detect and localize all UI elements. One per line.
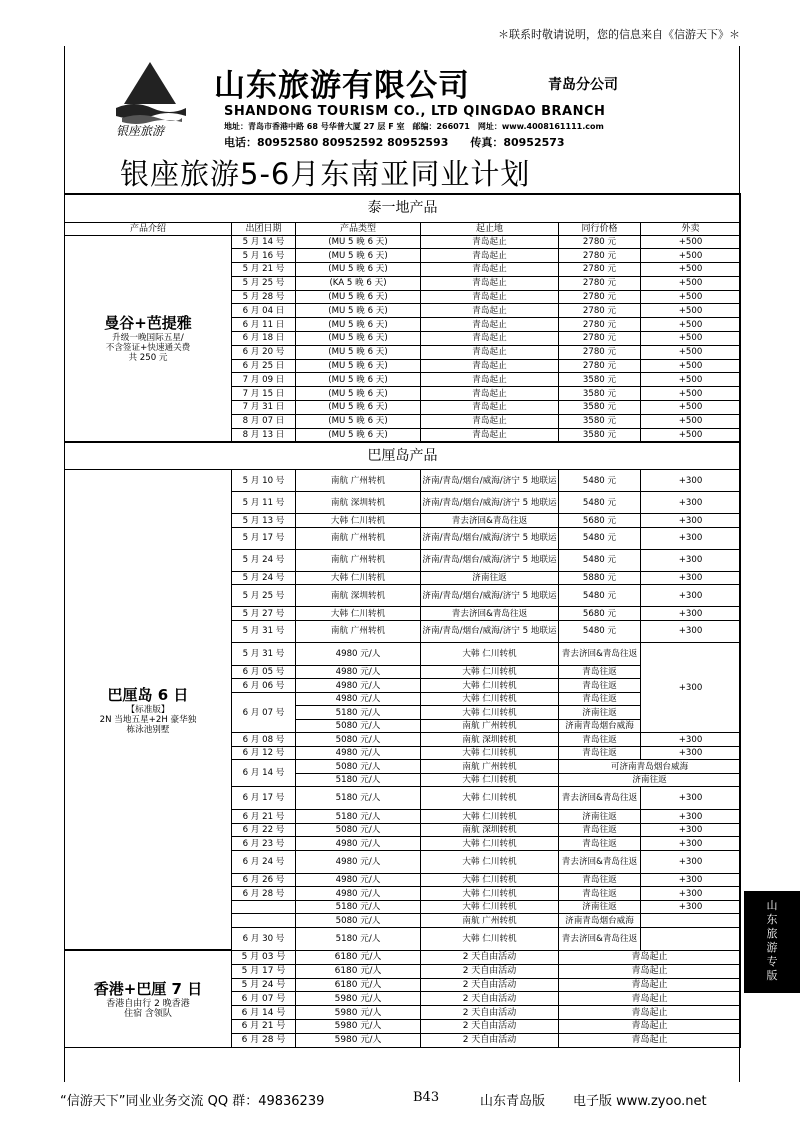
table-cell: 6 月 21 号: [232, 1019, 296, 1033]
table-cell: 青岛起止: [559, 978, 741, 992]
section-title-row: [65, 442, 741, 470]
table-cell: +300: [641, 823, 741, 837]
table-row: [65, 470, 741, 492]
table-cell: 大韩 仁川转机: [421, 642, 559, 665]
table-cell: (KA 5 晚 6 天): [296, 276, 421, 290]
company-branch: 青岛分公司: [548, 77, 618, 93]
table-cell: 济南往返: [559, 706, 641, 720]
table-cell: 6 月 21 号: [232, 810, 296, 824]
table-cell: 青岛起止: [421, 414, 559, 428]
table-cell: +300: [641, 787, 741, 810]
table-cell: +500: [641, 249, 741, 263]
table-cell: 2780 元: [559, 345, 641, 359]
table-cell: 5080 元/人: [296, 823, 421, 837]
table-cell: 6 月 08 号: [232, 733, 296, 747]
table-cell: 青去济回&青岛往返: [559, 850, 641, 873]
table-cell: 6 月 05 号: [232, 665, 296, 679]
table-cell: 2780 元: [559, 290, 641, 304]
table-cell: 大韩 仁川转机: [296, 514, 421, 528]
table-cell: 青岛起止: [559, 1033, 741, 1047]
table-cell: 6 月 24 号: [232, 850, 296, 873]
table-cell: 5 月 14 号: [232, 235, 296, 249]
table-cell: 5480 元: [559, 549, 641, 571]
page-title: 银座旅游5-6月东南亚同业计划: [120, 157, 531, 191]
column-header: 外卖: [641, 222, 741, 235]
side-tab-char: 版: [766, 969, 778, 982]
table-cell: 南航 深圳转机: [296, 585, 421, 607]
table-cell: +500: [641, 414, 741, 428]
table-cell: 青岛起止: [421, 401, 559, 415]
table-cell: (MU 5 晚 6 天): [296, 359, 421, 373]
table-cell: 大韩 仁川转机: [421, 746, 559, 760]
table-cell: 大韩 仁川转机: [421, 810, 559, 824]
table-cell: (MU 5 晚 6 天): [296, 401, 421, 415]
table-cell: +300: [641, 873, 741, 887]
table-cell: 南航 深圳转机: [421, 733, 559, 747]
table-cell: 5480 元: [559, 585, 641, 607]
table-cell: +300: [641, 810, 741, 824]
section-title: 巴厘岛产品: [65, 442, 741, 470]
product-intro: [65, 470, 232, 951]
table-cell: 青岛起止: [421, 373, 559, 387]
table-cell: 青岛往返: [559, 823, 641, 837]
table-cell: 4980 元/人: [296, 873, 421, 887]
table-cell: 2780 元: [559, 332, 641, 346]
table-cell: 6 月 28 号: [232, 1033, 296, 1047]
side-tab: [744, 891, 800, 993]
table-cell: 青岛起止: [559, 992, 741, 1006]
table-cell: 5980 元/人: [296, 1006, 421, 1020]
table-cell: 5980 元/人: [296, 1019, 421, 1033]
header-row: [65, 222, 741, 235]
table-cell: 青岛往返: [559, 873, 641, 887]
footer-page: B43: [413, 1090, 440, 1105]
table-cell: 4980 元/人: [296, 692, 421, 706]
table-cell: 大韩 仁川转机: [296, 607, 421, 621]
table-cell: (MU 5 晚 6 天): [296, 373, 421, 387]
table-cell: 可济南青岛烟台威海: [559, 760, 741, 774]
table-cell: 大韩 仁川转机: [421, 927, 559, 950]
table-cell: 4980 元/人: [296, 837, 421, 851]
table-cell: 大韩 仁川转机: [421, 665, 559, 679]
table-cell: 青去济回&青岛往返: [559, 787, 641, 810]
table-cell: 6 月 04 日: [232, 304, 296, 318]
table-cell: 2780 元: [559, 249, 641, 263]
side-tab-char: 山: [766, 899, 778, 912]
table-cell: 5 月 24 号: [232, 571, 296, 585]
product-desc: 升级一晚国际五星/: [112, 333, 184, 344]
table-cell: 济南/青岛/烟台/威海/济宁 5 地联运: [421, 585, 559, 607]
table-cell: 济南往返: [559, 773, 741, 787]
table-cell: 大韩 仁川转机: [421, 900, 559, 914]
table-cell: 6 月 18 日: [232, 332, 296, 346]
table-cell: 2 天自由活动: [421, 992, 559, 1006]
table-row: [65, 235, 741, 249]
table-cell: +500: [641, 401, 741, 415]
table-cell: 5 月 31 号: [232, 620, 296, 642]
table-cell: 2780 元: [559, 359, 641, 373]
table-cell: 4980 元/人: [296, 850, 421, 873]
table-cell: 青去济回&青岛往返: [421, 514, 559, 528]
table-cell: 5680 元: [559, 514, 641, 528]
table-cell: 5880 元: [559, 571, 641, 585]
table-cell: 5 月 28 号: [232, 290, 296, 304]
table-cell: 南航 广州转机: [421, 760, 559, 774]
table-cell: 2780 元: [559, 263, 641, 277]
table-cell: 大韩 仁川转机: [421, 773, 559, 787]
table-cell: +300: [641, 549, 741, 571]
table-cell: 7 月 15 日: [232, 387, 296, 401]
table-cell: 青岛往返: [559, 665, 641, 679]
table-cell: +500: [641, 428, 741, 442]
table-cell: 6 月 14 号: [232, 760, 296, 787]
table-cell: +500: [641, 318, 741, 332]
table-cell: 青岛往返: [559, 692, 641, 706]
table-cell: +300: [641, 733, 741, 747]
column-header: 同行价格: [559, 222, 641, 235]
table-cell: +500: [641, 332, 741, 346]
table-cell: 5480 元: [559, 470, 641, 492]
table-cell: +500: [641, 263, 741, 277]
table-cell: 南航 广州转机: [421, 719, 559, 733]
table-cell: 6 月 22 号: [232, 823, 296, 837]
table-cell: 南航 广州转机: [296, 549, 421, 571]
table-cell: 青岛起止: [421, 387, 559, 401]
table-cell: 6 月 23 号: [232, 837, 296, 851]
side-tab-char: 旅: [766, 927, 778, 940]
table-cell: 6 月 11 日: [232, 318, 296, 332]
table-cell: 8 月 13 日: [232, 428, 296, 442]
table-cell: +500: [641, 359, 741, 373]
table-cell: 2 天自由活动: [421, 964, 559, 978]
table-cell: 5080 元/人: [296, 719, 421, 733]
table-cell: 5480 元: [559, 620, 641, 642]
table-cell: +500: [641, 345, 741, 359]
table-cell: 6 月 12 号: [232, 746, 296, 760]
table-cell: +500: [641, 235, 741, 249]
table-cell: 青岛起止: [421, 359, 559, 373]
table-cell: 5 月 10 号: [232, 470, 296, 492]
table-cell: 5480 元: [559, 527, 641, 549]
table-cell: 5080 元/人: [296, 760, 421, 774]
table-cell: 3580 元: [559, 428, 641, 442]
table-cell: 济南往返: [421, 571, 559, 585]
table-cell: 济南青岛烟台威海: [559, 719, 641, 733]
product-intro: [65, 235, 232, 442]
table-cell: 6 月 06 号: [232, 679, 296, 693]
table-cell: 5980 元/人: [296, 1033, 421, 1047]
table-cell: (MU 5 晚 6 天): [296, 263, 421, 277]
table-cell: 济南往返: [559, 810, 641, 824]
table-cell: 大韩 仁川转机: [421, 887, 559, 901]
table-cell: [641, 927, 741, 950]
table-cell: 3580 元: [559, 401, 641, 415]
table-cell: +300: [641, 900, 741, 914]
table-cell: +300: [641, 850, 741, 873]
company-name-en: SHANDONG TOURISM CO., LTD QINGDAO BRANCH: [224, 104, 606, 119]
table-cell: 大韩 仁川转机: [296, 571, 421, 585]
product-desc: 不含签证+快速通关费: [105, 343, 191, 354]
table-cell: 大韩 仁川转机: [421, 787, 559, 810]
table-cell: 大韩 仁川转机: [421, 837, 559, 851]
table-cell: +300: [641, 470, 741, 492]
table-cell: 南航 深圳转机: [296, 492, 421, 514]
table-cell: 青岛往返: [559, 746, 641, 760]
logo-text: 银座旅游: [116, 124, 165, 138]
table-cell: 济南/青岛/烟台/威海/济宁 5 地联运: [421, 549, 559, 571]
table-cell: (MU 5 晚 6 天): [296, 304, 421, 318]
table-cell: 6 月 25 日: [232, 359, 296, 373]
top-note: ＊联系时敬请说明，您的信息来自《信游天下》＊: [498, 28, 740, 41]
table-cell: (MU 5 晚 6 天): [296, 414, 421, 428]
table-cell: 南航 广州转机: [296, 620, 421, 642]
table-cell: +500: [641, 290, 741, 304]
product-desc: 【标准版】: [126, 704, 170, 715]
table-cell: 青去济回&青岛往返: [421, 607, 559, 621]
table-cell: [641, 914, 741, 928]
table-cell: 5180 元/人: [296, 773, 421, 787]
table-cell: 5 月 17 号: [232, 527, 296, 549]
table-cell: 2 天自由活动: [421, 950, 559, 964]
table-cell: 青岛起止: [421, 263, 559, 277]
table-cell: 5 月 17 号: [232, 964, 296, 978]
table-cell: 青岛起止: [559, 964, 741, 978]
table-cell: 2 天自由活动: [421, 978, 559, 992]
table-cell: 5 月 13 号: [232, 514, 296, 528]
table-cell: +300: [641, 514, 741, 528]
table-cell: 5980 元/人: [296, 992, 421, 1006]
table-cell: 济南/青岛/烟台/威海/济宁 5 地联运: [421, 492, 559, 514]
table-cell: 济南/青岛/烟台/威海/济宁 5 地联运: [421, 470, 559, 492]
table-cell: 南航 广州转机: [421, 914, 559, 928]
footer-site: 电子版 www.zyoo.net: [573, 1094, 707, 1109]
table-cell: 4980 元/人: [296, 642, 421, 665]
table-cell: 6 月 20 号: [232, 345, 296, 359]
column-header: 产品介绍: [65, 222, 232, 235]
table-cell: 2 天自由活动: [421, 1019, 559, 1033]
table-cell: (MU 5 晚 6 天): [296, 332, 421, 346]
product-name: 香港+巴厘 7 日: [93, 979, 203, 998]
table-cell: 5 月 24 号: [232, 978, 296, 992]
company-phone: 电话：80952580 80952592 80952593 传真：80952573: [224, 136, 565, 149]
table-cell: 2 天自由活动: [421, 1033, 559, 1047]
product-desc: 香港自由行 2 晚香港: [106, 998, 190, 1009]
side-tab-char: 专: [766, 955, 778, 968]
table-cell: (MU 5 晚 6 天): [296, 387, 421, 401]
table-cell: +300: [641, 571, 741, 585]
product-name: 巴厘岛 6 日: [107, 685, 189, 704]
table-cell: 济南青岛烟台威海: [559, 914, 641, 928]
table-cell: 大韩 仁川转机: [421, 692, 559, 706]
table-cell: 5480 元: [559, 492, 641, 514]
table-cell: 2 天自由活动: [421, 1006, 559, 1020]
table-cell: 6 月 14 号: [232, 1006, 296, 1020]
table-cell: (MU 5 晚 6 天): [296, 235, 421, 249]
company-address: 地址：青岛市香港中路 68 号华普大厦 27 层 F 室 邮编：266071 网址：www.4008161111.com: [224, 122, 604, 131]
table-cell: 3580 元: [559, 373, 641, 387]
side-tab-char: 东: [766, 913, 778, 926]
table-cell: 7 月 31 日: [232, 401, 296, 415]
product-desc: 共 250 元: [128, 353, 168, 364]
table-cell: 青岛往返: [559, 887, 641, 901]
table-cell: 青岛起止: [421, 428, 559, 442]
table-cell: 5180 元/人: [296, 900, 421, 914]
table-cell: 大韩 仁川转机: [421, 679, 559, 693]
table-cell: 5 月 21 号: [232, 263, 296, 277]
table-cell: 6180 元/人: [296, 978, 421, 992]
table-cell: +300: [641, 642, 741, 733]
table-cell: 青岛起止: [421, 276, 559, 290]
table-cell: 2780 元: [559, 235, 641, 249]
table-cell: 5 月 16 号: [232, 249, 296, 263]
table-cell: 青岛起止: [421, 332, 559, 346]
table-cell: 6 月 26 号: [232, 873, 296, 887]
table-cell: 4980 元/人: [296, 746, 421, 760]
table-cell: 5 月 03 号: [232, 950, 296, 964]
table-cell: 5 月 25 号: [232, 276, 296, 290]
table-cell: 4980 元/人: [296, 679, 421, 693]
table-cell: +300: [641, 607, 741, 621]
table-cell: +300: [641, 887, 741, 901]
table-cell: 4980 元/人: [296, 887, 421, 901]
table-cell: 5180 元/人: [296, 787, 421, 810]
table-cell: 济南/青岛/烟台/威海/济宁 5 地联运: [421, 620, 559, 642]
table-cell: 5 月 31 号: [232, 642, 296, 665]
table-cell: +500: [641, 276, 741, 290]
schedule-table: [64, 193, 741, 1048]
table-cell: 5080 元/人: [296, 733, 421, 747]
column-header: 出团日期: [232, 222, 296, 235]
table-cell: 济南往返: [559, 900, 641, 914]
table-cell: 5 月 11 号: [232, 492, 296, 514]
product-desc: 2N 当地五星+2H 豪华独: [99, 714, 197, 725]
product-name: 曼谷+芭提雅: [104, 314, 192, 333]
table-cell: +300: [641, 527, 741, 549]
table-cell: 6 月 07 号: [232, 992, 296, 1006]
table-cell: 青岛往返: [559, 733, 641, 747]
table-cell: 青去济回&青岛往返: [559, 927, 641, 950]
table-cell: +300: [641, 746, 741, 760]
table-cell: 6180 元/人: [296, 964, 421, 978]
table-cell: 青岛往返: [559, 679, 641, 693]
table-cell: 2780 元: [559, 276, 641, 290]
product-desc: 住宿 含领队: [124, 1008, 172, 1019]
table-cell: 南航 广州转机: [296, 527, 421, 549]
section-title: 泰一地产品: [65, 194, 741, 222]
table-cell: 大韩 仁川转机: [421, 706, 559, 720]
table-cell: 5 月 25 号: [232, 585, 296, 607]
table-cell: 2780 元: [559, 304, 641, 318]
table-cell: 5080 元/人: [296, 914, 421, 928]
table-cell: (MU 5 晚 6 天): [296, 345, 421, 359]
table-cell: 青岛起止: [559, 1006, 741, 1020]
table-cell: 4980 元/人: [296, 665, 421, 679]
table-cell: 大韩 仁川转机: [421, 850, 559, 873]
table-cell: 青岛起止: [421, 235, 559, 249]
table-cell: 南航 深圳转机: [421, 823, 559, 837]
section-title-row: [65, 194, 741, 222]
table-cell: 青岛起止: [421, 290, 559, 304]
table-cell: 青岛往返: [559, 837, 641, 851]
table-cell: 青岛起止: [421, 345, 559, 359]
table-cell: 3580 元: [559, 387, 641, 401]
table-cell: 5680 元: [559, 607, 641, 621]
product-intro: [65, 950, 232, 1047]
table-cell: 青岛起止: [421, 304, 559, 318]
table-cell: +300: [641, 492, 741, 514]
table-cell: (MU 5 晚 6 天): [296, 318, 421, 332]
table-cell: 南航 广州转机: [296, 470, 421, 492]
table-cell: 6 月 28 号: [232, 887, 296, 901]
product-desc: 栋泳池别墅: [126, 724, 170, 735]
table-cell: 5 月 27 号: [232, 607, 296, 621]
table-cell: (MU 5 晚 6 天): [296, 249, 421, 263]
column-header: 产品类型: [296, 222, 421, 235]
table-cell: 青岛起止: [421, 249, 559, 263]
table-cell: [232, 900, 296, 914]
column-header: 起止地: [421, 222, 559, 235]
table-cell: 6 月 07 号: [232, 692, 296, 733]
table-row: [65, 950, 741, 964]
table-cell: (MU 5 晚 6 天): [296, 290, 421, 304]
table-cell: (MU 5 晚 6 天): [296, 428, 421, 442]
table-cell: +300: [641, 585, 741, 607]
table-cell: 济南/青岛/烟台/威海/济宁 5 地联运: [421, 527, 559, 549]
footer-edition: 山东青岛版: [480, 1094, 546, 1109]
table-cell: +500: [641, 304, 741, 318]
table-cell: 青岛起止: [559, 1019, 741, 1033]
table-cell: 大韩 仁川转机: [421, 873, 559, 887]
table-cell: +300: [641, 837, 741, 851]
table-cell: 7 月 09 日: [232, 373, 296, 387]
table-cell: 5180 元/人: [296, 810, 421, 824]
table-cell: 青去济回&青岛往返: [559, 642, 641, 665]
company-name-cn: 山东旅游有限公司: [214, 68, 470, 104]
table-cell: [232, 914, 296, 928]
table-cell: 6180 元/人: [296, 950, 421, 964]
table-cell: 青岛起止: [421, 318, 559, 332]
table-cell: 3580 元: [559, 414, 641, 428]
table-cell: 5 月 24 号: [232, 549, 296, 571]
table-cell: 6 月 17 号: [232, 787, 296, 810]
table-cell: +500: [641, 387, 741, 401]
table-cell: +300: [641, 620, 741, 642]
table-cell: 6 月 30 号: [232, 927, 296, 950]
footer-qq: “信游天下”同业业务交流 QQ 群：49836239: [60, 1094, 325, 1109]
side-tab-char: 游: [766, 941, 778, 954]
table-cell: 8 月 07 日: [232, 414, 296, 428]
table-cell: 5180 元/人: [296, 927, 421, 950]
table-cell: 青岛起止: [559, 950, 741, 964]
table-cell: 5180 元/人: [296, 706, 421, 720]
table-cell: +500: [641, 373, 741, 387]
table-cell: 2780 元: [559, 318, 641, 332]
